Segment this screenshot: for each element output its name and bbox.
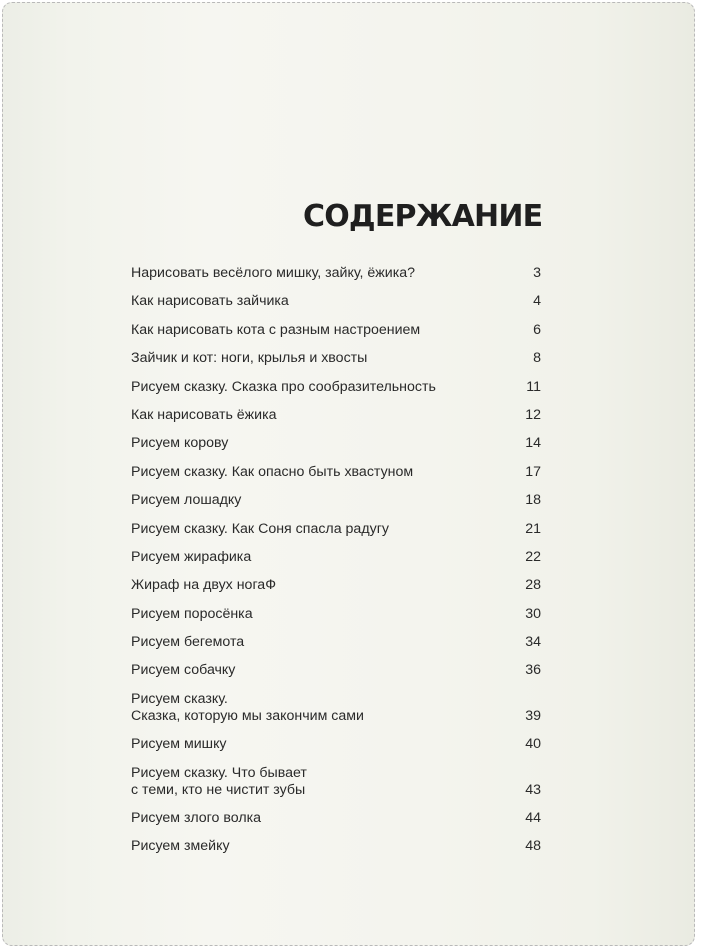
toc-entry-page-number: 43 — [525, 781, 541, 798]
toc-entry — [131, 322, 541, 339]
page-title: СОДЕРЖАНИЕ — [303, 199, 543, 234]
toc-entry-title: Зайчик и кот: ноги, крылья и хвосты — [131, 350, 368, 367]
toc-entry — [131, 492, 541, 509]
toc-entry — [131, 435, 541, 452]
toc-entry — [131, 350, 541, 367]
toc-entry-page-number: 18 — [525, 492, 541, 509]
toc-entry-page-number: 11 — [526, 378, 541, 395]
toc-entry-title: Жираф на двух ногаФ — [131, 577, 276, 594]
toc-entry-page-number: 22 — [525, 548, 541, 565]
toc-entry-page-number: 28 — [525, 577, 541, 594]
toc-entry-title: Рисуем мишку — [131, 736, 227, 753]
table-of-contents — [131, 265, 541, 867]
toc-entry — [131, 838, 541, 855]
toc-entry — [131, 577, 541, 594]
toc-entry-page-number: 40 — [525, 736, 541, 753]
toc-entry-title: Рисуем злого волка — [131, 810, 262, 827]
toc-entry-title: Как нарисовать зайчика — [131, 293, 289, 310]
toc-entry-page-number: 3 — [533, 265, 541, 281]
toc-entry-title: Рисуем сказку. Как Соня спасла радугу — [131, 520, 389, 537]
toc-entry-page-number: 30 — [525, 605, 541, 622]
toc-entry-page-number: 14 — [525, 435, 541, 452]
toc-entry-page-number: 12 — [525, 406, 541, 423]
toc-entry-title: Рисуем поросёнка — [131, 605, 253, 622]
toc-entry-page-number: 17 — [525, 463, 541, 480]
toc-entry-title: Рисуем сказку. Сказка про сообразительность — [131, 378, 436, 395]
toc-entry — [131, 521, 541, 538]
toc-entry-page-number: 4 — [533, 293, 541, 310]
toc-entry — [131, 293, 541, 310]
toc-entry — [131, 634, 541, 651]
toc-entry — [131, 549, 541, 566]
toc-entry-title: Рисуем собачку — [131, 662, 236, 679]
toc-entry-page-number: 6 — [533, 321, 541, 338]
toc-entry — [131, 662, 541, 679]
toc-entry-title: Рисуем жирафика — [131, 548, 252, 565]
toc-entry-page-number: 39 — [525, 707, 541, 724]
toc-entry — [131, 691, 541, 725]
toc-entry — [131, 265, 541, 282]
toc-entry — [131, 407, 541, 424]
toc-entry-title: Рисуем сказку. Сказка, которую мы закончим сами — [131, 690, 364, 724]
toc-entry — [131, 606, 541, 623]
toc-entry-page-number: 44 — [525, 810, 541, 827]
toc-entry — [131, 765, 541, 799]
page-frame — [2, 2, 695, 946]
toc-entry — [131, 736, 541, 753]
toc-entry-title: Рисуем бегемота — [131, 634, 245, 651]
toc-entry-title: Рисуем сказку. Что бывает с теми, кто не чистит зубы — [131, 764, 307, 798]
toc-entry-title: Как нарисовать кота с разным настроением — [131, 321, 421, 338]
toc-entry-page-number: 8 — [533, 350, 541, 367]
toc-entry — [131, 379, 541, 396]
toc-entry-title: Рисуем сказку. Как опасно быть хвастуном — [131, 463, 414, 480]
toc-entry — [131, 810, 541, 827]
toc-entry-page-number: 34 — [525, 634, 541, 651]
toc-entry-title: Рисуем корову — [131, 435, 229, 452]
toc-entry-title: Рисуем змейку — [131, 838, 230, 855]
toc-entry-page-number: 36 — [525, 662, 541, 679]
toc-entry — [131, 464, 541, 481]
toc-entry-page-number: 21 — [525, 520, 541, 537]
toc-entry-title: Как нарисовать ёжика — [131, 406, 277, 423]
toc-entry-page-number: 48 — [525, 838, 541, 855]
toc-entry-title: Нарисовать весёлого мишку, зайку, ёжика? — [131, 265, 415, 281]
toc-entry-title: Рисуем лошадку — [131, 492, 242, 509]
